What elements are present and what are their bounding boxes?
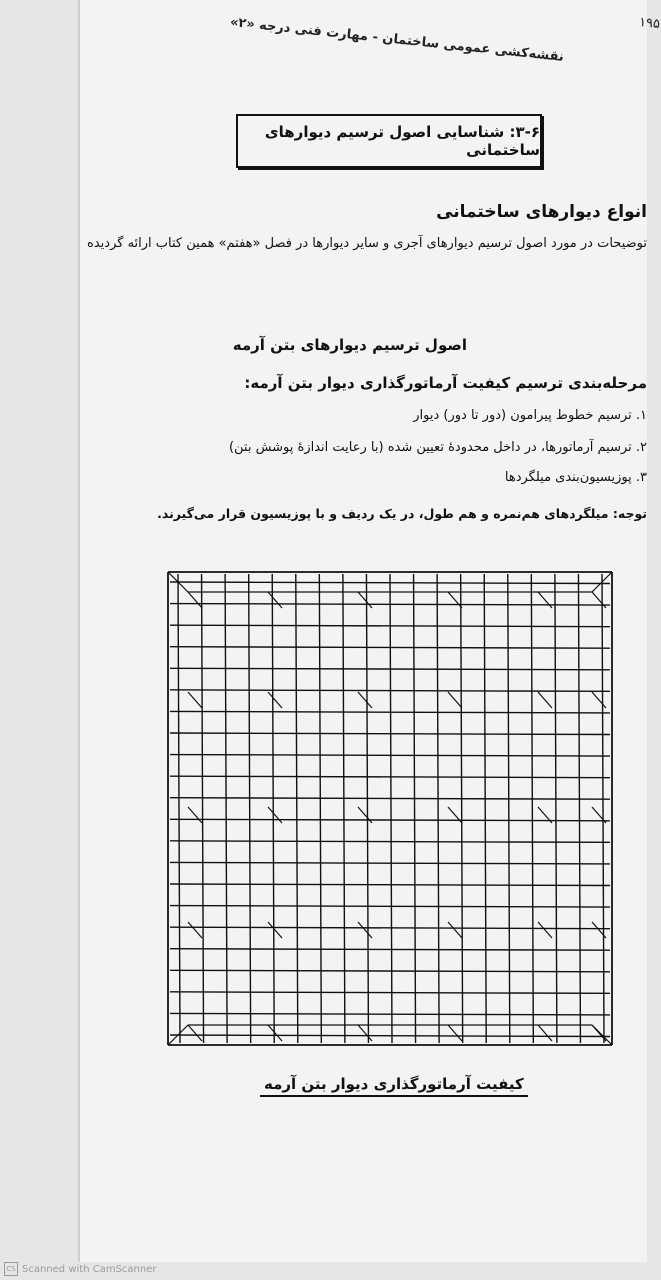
tie-hook [188,1025,202,1041]
page-header [140,10,661,65]
step-1: ۱. ترسیم خطوط پیرامون (دور تا دور) دیوار [413,408,647,423]
scanner-footer [4,1262,157,1276]
tie-hook [538,692,552,708]
tie-hook [358,692,372,708]
intro-paragraph: توضیحات در مورد اصول ترسیم دیوارهای آجری و سایر دیوارها در فصل «هفتم» همین کتاب ارائه گردیده [87,236,647,251]
tie-hook [592,692,606,708]
note: توجه: میلگردهای هم‌نمره و هم طول، در یک ردیف و با پوزیسیون قرار می‌گیرند. [157,506,647,521]
tie-hook [268,922,282,938]
tie-hook [188,807,202,823]
horizontal-rebar [170,755,610,757]
horizontal-rebar [170,1013,610,1015]
tie-hook [268,1025,282,1041]
vertical-rebar [296,574,298,1043]
horizontal-rebar [170,992,610,994]
horizontal-rebar [170,733,610,735]
vertical-rebar [508,574,510,1043]
tie-hook [448,1025,462,1041]
vertical-rebar [202,574,204,1043]
vertical-rebar [272,574,274,1043]
horizontal-rebar [170,841,610,843]
horizontal-rebar [170,798,610,800]
tie-hook [538,592,552,608]
tie-hook [448,592,462,608]
tie-hook [268,592,282,608]
figure-caption: کیفیت آرماتورگذاری دیوار بتن آرمه [260,1075,528,1097]
vertical-rebar [555,574,557,1043]
camscanner-icon: CS [4,1262,18,1276]
heading-wall-types: انواع دیوارهای ساختمانی [436,202,647,222]
vertical-rebar [390,574,392,1043]
horizontal-rebar [170,970,610,972]
tie-hook [538,922,552,938]
rebar-grid-drawing [150,560,630,1065]
horizontal-rebar [170,862,610,864]
vertical-rebar [414,574,416,1043]
vertical-rebar [225,574,227,1043]
section-title: ۳-۶: شناسایی اصول ترسیم دیوارهای ساختمانی [264,123,540,159]
horizontal-rebar [170,625,610,627]
tie-hook [188,592,202,608]
vertical-rebar [319,574,321,1043]
tie-hook [188,692,202,708]
horizontal-rebar [170,949,610,951]
vertical-rebar [249,574,251,1043]
tie-hook [268,807,282,823]
scanner-label: Scanned with CamScanner [22,1263,157,1275]
vertical-rebar [437,574,439,1043]
tie-hook [358,922,372,938]
header-title: نقشه‌کشی عمومی ساختمان - مهارت فنی درجه «۲» [229,14,566,65]
book-page [78,0,661,1262]
horizontal-rebar [170,647,610,649]
horizontal-rebar [170,776,610,778]
horizontal-rebar [170,668,610,670]
horizontal-rebar [170,604,610,606]
horizontal-rebar [170,690,610,692]
vertical-rebar [178,574,180,1043]
page-number: ۱۹۵ [638,14,661,33]
step-3: ۳. پوزیسیون‌بندی میلگردها [504,470,647,485]
vertical-rebar [602,574,604,1043]
vertical-rebar [531,574,533,1043]
tie-hook [538,1025,552,1041]
tie-hook [358,592,372,608]
vertical-rebar [343,574,345,1043]
heading-principles: اصول ترسیم دیوارهای بتن آرمه [232,336,467,354]
horizontal-rebar [170,884,610,886]
section-title-box [236,114,542,168]
step-2: ۲. ترسیم آرماتورها، در داخل محدودهٔ تعیین شده (با رعایت اندازهٔ پوشش بتن) [228,440,647,455]
horizontal-rebar [170,711,610,713]
horizontal-rebar [170,906,610,908]
vertical-rebar [366,574,368,1043]
horizontal-rebar [170,1035,610,1037]
tie-hook [358,1025,372,1041]
horizontal-rebar [170,819,610,821]
vertical-rebar [484,574,486,1043]
heading-steps: مرحله‌بندی ترسیم کیفیت آرماتورگذاری دیوار بتن آرمه: [244,374,647,392]
horizontal-rebar [170,582,610,584]
rebar-figure [150,560,630,1069]
tie-hook [448,692,462,708]
vertical-rebar [461,574,463,1043]
vertical-rebar [578,574,580,1043]
tie-hook [268,692,282,708]
tie-hook [448,922,462,938]
tie-hook [188,922,202,938]
